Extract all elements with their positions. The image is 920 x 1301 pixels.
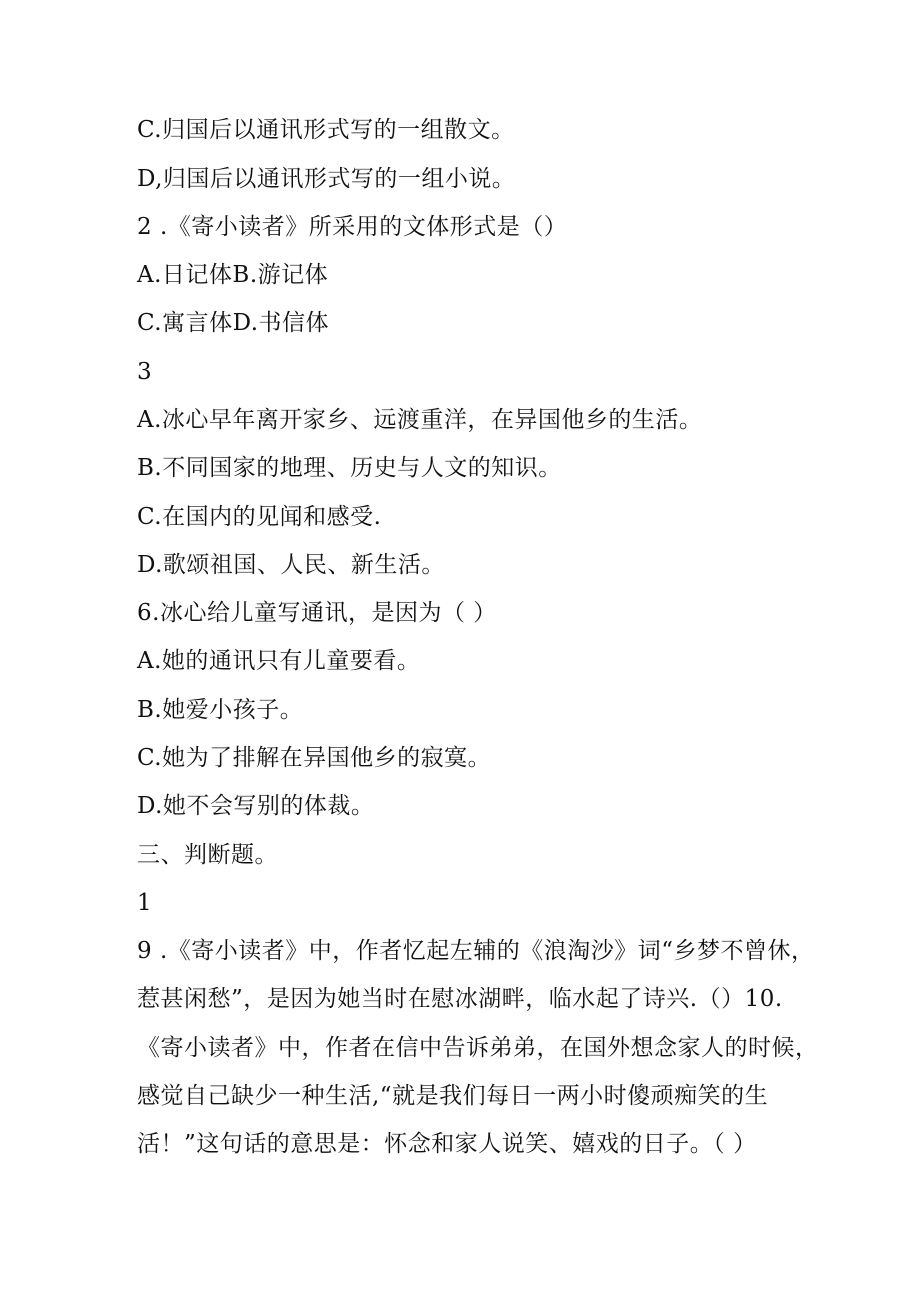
question-10-line-3: 活！”这句话的意思是：怀念和家人说笑、嬉戏的日子。（ ） (137, 1131, 757, 1157)
question-6: 6.冰心给儿童写通讯，是因为（ ） (137, 600, 497, 626)
option-b-line: B.她爱小孩子。 (137, 697, 304, 723)
question-1: 1 (137, 890, 153, 916)
option-b-line: B.不同国家的地理、历史与人文的知识。 (137, 455, 562, 481)
section-heading: 三、判断题。 (137, 842, 278, 868)
option-c-line: C.她为了排解在异国他乡的寂寞。 (137, 745, 492, 771)
question-9-line-2: 惹甚闲愁”，是因为她当时在慰冰湖畔，临水起了诗兴.（）10. (137, 986, 783, 1012)
question-9-line-1: 9 .《寄小读者》中，作者忆起左辅的《浪淘沙》词“乡梦不曾休， (137, 938, 815, 964)
option-c-line: C.在国内的见闻和感受. (137, 504, 382, 530)
question-10-line-2: 感觉自己缺少一种生活,“就是我们每日一两小时傻顽痴笑的生 (137, 1083, 769, 1109)
option-ab-line: A.日记体B.游记体 (137, 262, 329, 288)
question-2: 2 .《寄小读者》所采用的文体形式是（） (137, 214, 568, 240)
option-d-line: D.她不会写别的体裁。 (137, 793, 375, 819)
option-cd-line: C.寓言体D.书信体 (137, 310, 330, 336)
option-d-line: D,归国后以通讯形式写的一组小说。 (137, 166, 516, 192)
question-10-line-1: 《寄小读者》中，作者在信中告诉弟弟，在国外想念家人的时候， (137, 1035, 819, 1061)
question-3: 3 (137, 359, 153, 385)
option-a-line: A.冰心早年离开家乡、远渡重洋，在异国他乡的生活。 (137, 407, 703, 433)
option-d-line: D.歌颂祖国、人民、新生活。 (137, 552, 445, 578)
option-c-line: C.归国后以通讯形式写的一组散文。 (137, 117, 515, 143)
option-a-line: A.她的通讯只有儿童要看。 (137, 648, 421, 674)
